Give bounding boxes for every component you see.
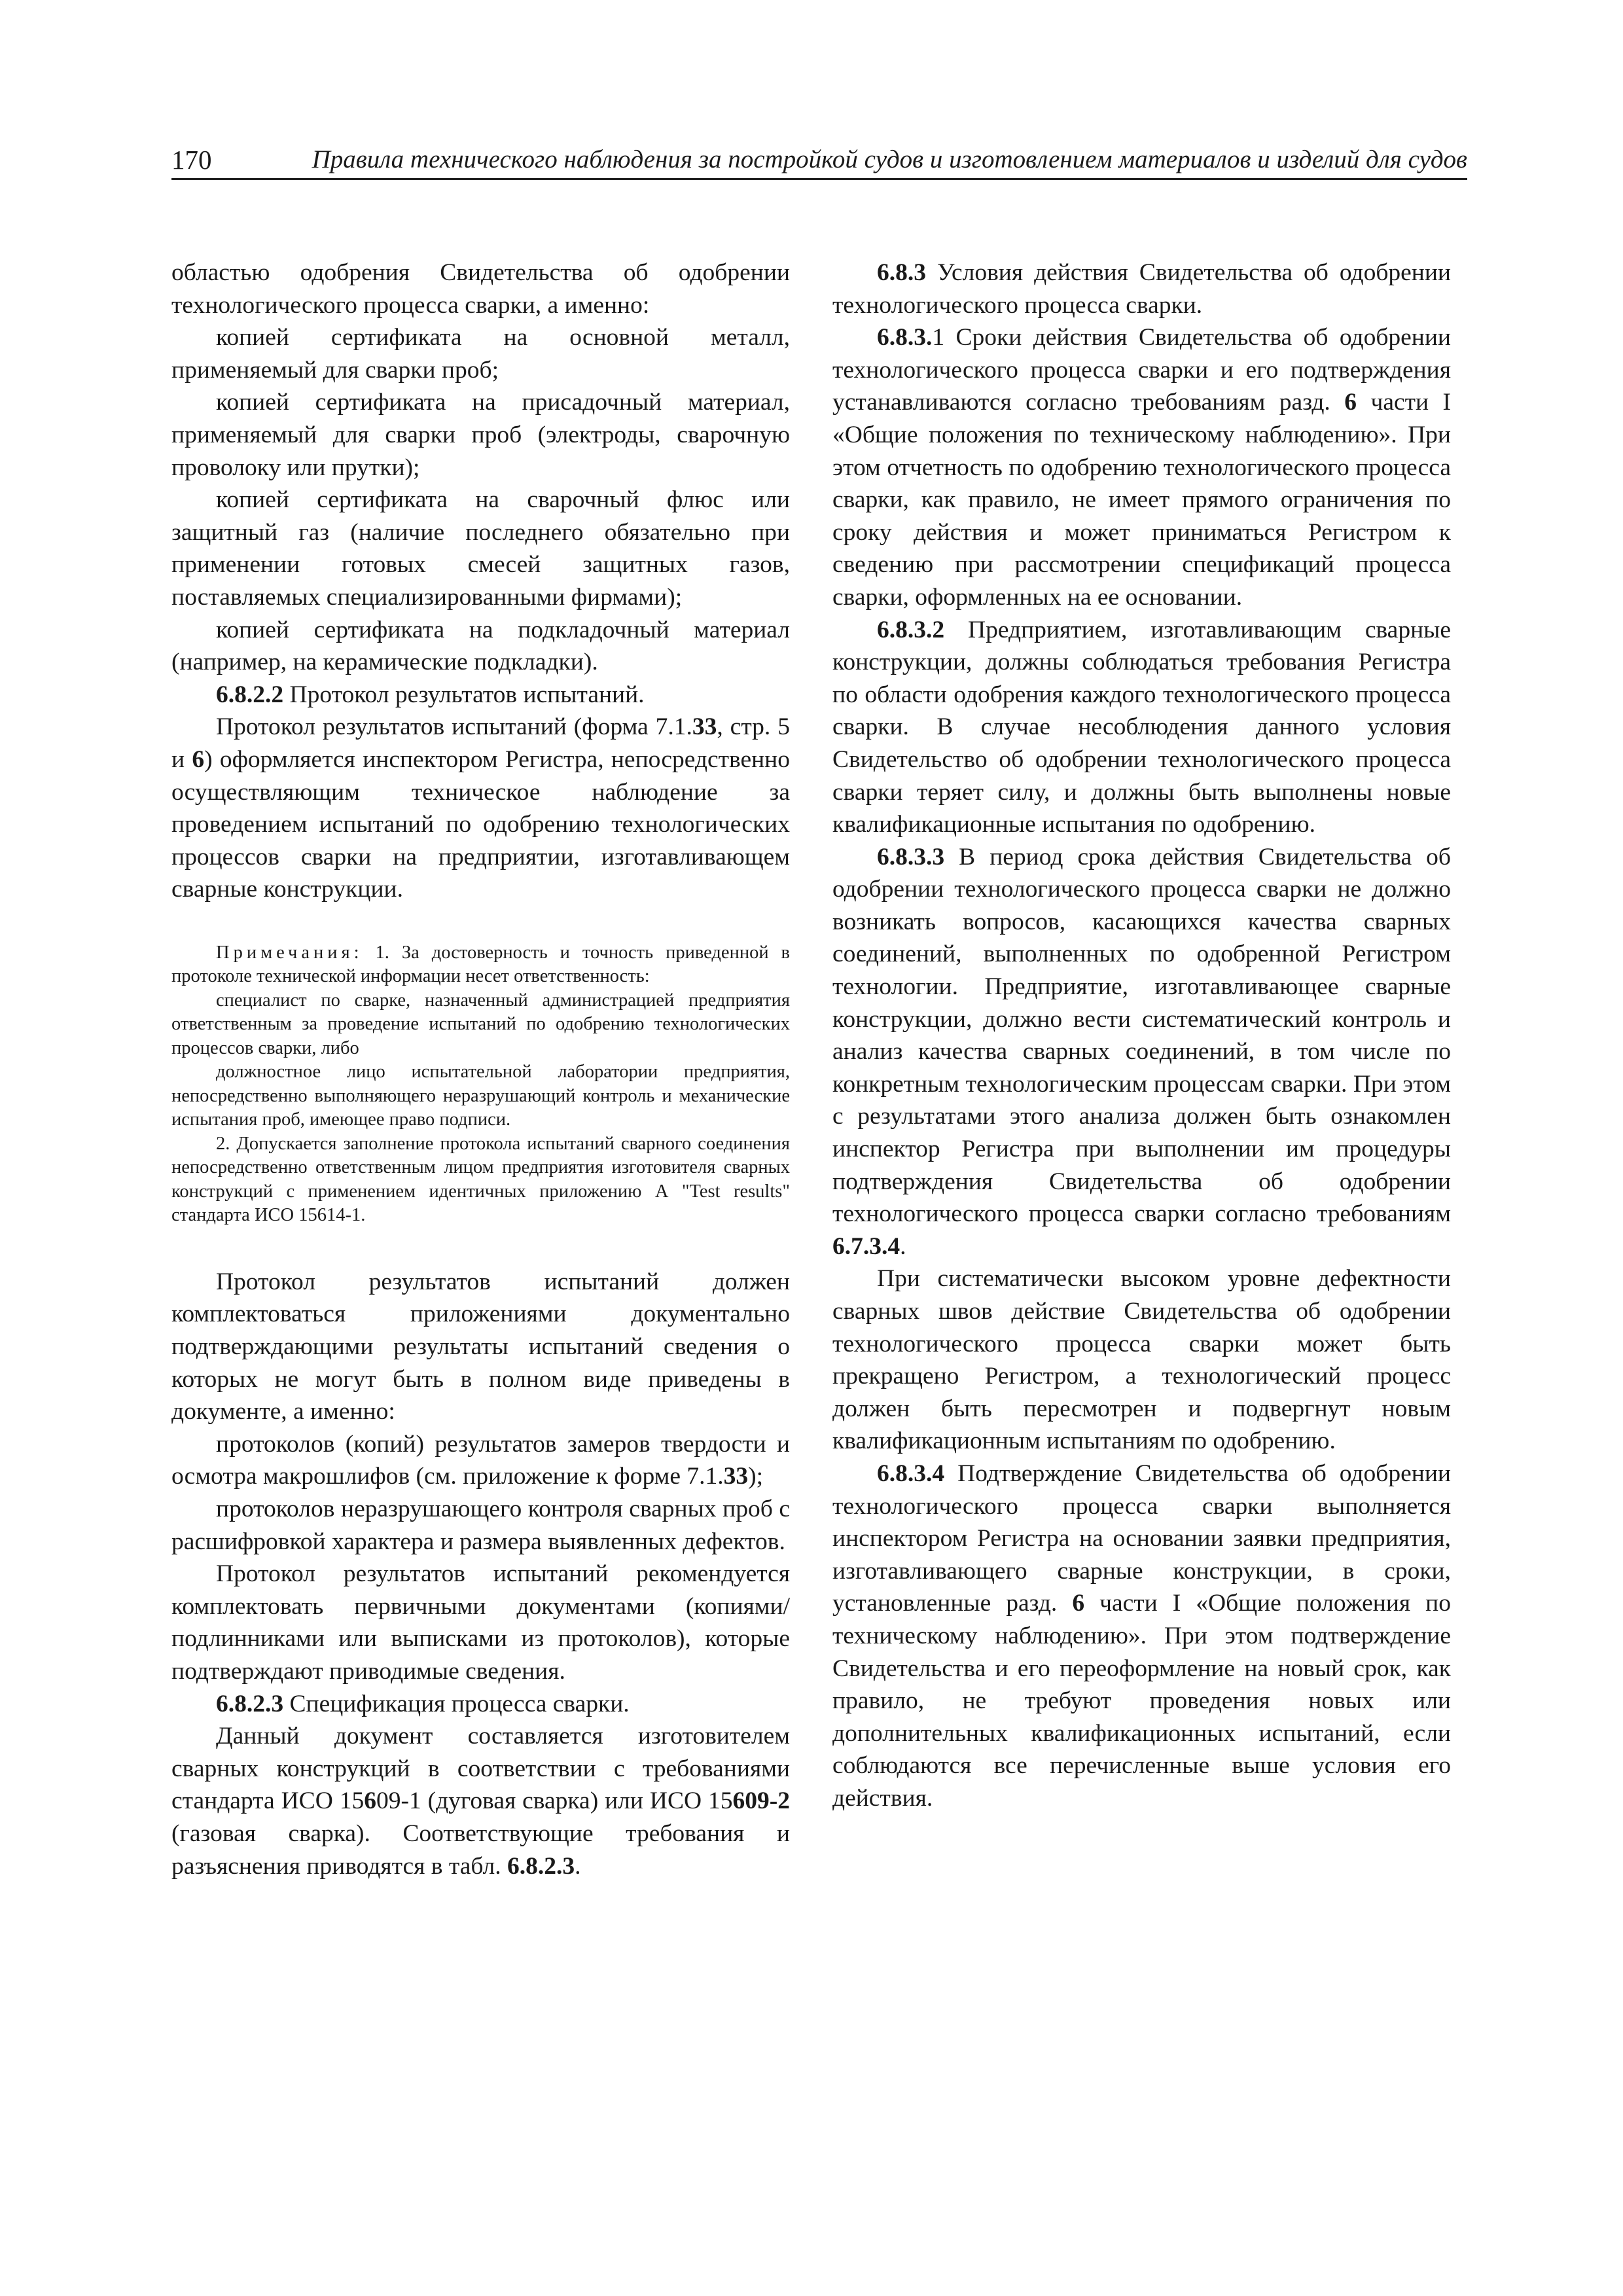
paragraph [832,321,1451,613]
section-number: 6.8.3.2 [877,616,945,643]
paragraph: протоколов неразрушающего контроля сварных проб с расшифровкой характера и размера выявленных дефектов. [171,1496,790,1555]
section-title: Протокол результатов испытаний. [283,681,645,708]
text-run: . [575,1852,581,1880]
section-title: Условия действия Свидетельства об одобрении технологического процесса сварки. [832,259,1451,319]
text-run: Предприятием, изготавливающим сварные конструкции, должны соблюдаться требования Регистра по области одобрения каждого технологического процесса сварки. В случае несоблюдения данного условия Свидетельство об одобрении технологического процесса сварки теряет силу, и должны быть выполнены новые квалификационные испытания по одобрению. [832,616,1451,838]
text-run: (газовая сварка). Соответствующие требования и разъяснения приводятся в табл. [171,1820,790,1880]
paragraph [171,1428,790,1493]
page-number: 170 [171,145,212,175]
note-item: должностное лицо испытательной лаборатории предприятия, непосредственно выполняющего неразрушающий контроль и механические испытания проб, имеющее право подписи. [171,1062,790,1130]
text-run: ) оформляется инспектором Регистра, непосредственно осуществляющим техническое наблюдение за проведением испытаний по одобрению технологических процессов сварки на предприятии, изготавливающем сварные конструкции. [171,745,790,903]
paragraph: копией сертификата на подкладочный материал (например, на керамические подкладки). [171,616,790,676]
page-header [171,143,1467,180]
note-text: 1. За достоверность и точность приведенной в протоколе технической информации несет ответственность: [171,942,790,987]
text-run: ); [748,1463,764,1490]
bold-run: 6 [1344,389,1357,416]
text-run: 1 [932,324,945,351]
left-column [171,257,790,1882]
note-item: специалист по сварке, назначенный администрацией предприятия ответственным за проведение испытаний по одобрению технологических процессов сварки, либо [171,990,790,1058]
bold-run: 6 [192,745,205,773]
bold-run: 6 [1072,1590,1085,1617]
section-number: 6.8.2.2 [216,681,284,708]
section-number: 6.8.2.3 [216,1690,284,1717]
text-run: Сроки действия Свидетельства об одобрении технологического процесса сварки и его подтверждения устанавливаются согласно требованиям разд. [832,324,1451,416]
notes-label: Примечания: [216,942,363,963]
paragraph: областью одобрения Свидетельства об одобрении технологического процесса сварки, а именно: [171,259,790,319]
notes-block [171,941,790,1228]
section-number: 6.8.3. [877,324,933,351]
paragraph [832,841,1451,1263]
bold-run: 33 [723,1463,749,1490]
paragraph [171,1720,790,1882]
text-run: В период срока действия Свидетельства об одобрении технологического процесса сварки не должно возникать вопросов, касающихся качества сварных соединений, выполненных по одобренной Регистром технологии. Предприятие, изготавливающее сварные конструкции, должно вести систематический контроль и анализ качества сварных соединений, в том числе по конкретным технологическим процессам сварки. При этом с результатами этого анализа должен быть ознакомлен инспектор Регистра при выполнении им процедуры подтверждения Свидетельства об одобрении технологического процесса сварки согласно требованиям [832,843,1451,1228]
paragraph: При систематически высоком уровне дефектности сварных швов действие Свидетельства об одобрении технологического процесса сварки может быть прекращено Регистром, а технологический процесс должен быть пересмотрен и подвергнут новым квалификационным испытаниям по одобрению. [832,1265,1451,1455]
paragraph: копией сертификата на сварочный флюс или защитный газ (наличие последнего обязательно при применении готовых смесей защитных газов, поставляемых специализированными фирмами); [171,486,790,611]
bold-run: 6 [364,1787,376,1815]
text-run: . [900,1232,906,1260]
text-run: 09-1 (дуговая сварка) или ИСО 15 [376,1787,733,1815]
text-run: Данный документ составляется изготовителем сварных конструкций в соответствии с требованиями стандарта ИСО 15 [171,1723,790,1815]
section-number: 6.8.3.3 [877,843,945,870]
section-heading [171,679,790,711]
section-title: Спецификация процесса сварки. [283,1690,630,1717]
paragraph: Протокол результатов испытаний должен комплектоваться приложениями документально подтверждающими результаты испытаний сведения о которых не могут быть в полном виде приведены в документе, а именно: [171,1268,790,1426]
section-heading [171,1688,790,1721]
section-number: 6.8.3 [877,259,926,286]
section-heading [832,257,1451,321]
note-item: 2. Допускается заполнение протокола испытаний сварного соединения непосредственно ответственным лицом предприятия изготовителя сварных конструкций с применением идентичных приложению А "Test results" стандарта ИСО 15614-1. [171,1133,790,1226]
paragraph [832,1458,1451,1815]
paragraph: Протокол результатов испытаний рекомендуется комплектовать первичными документами (копиями/подлинниками или выписками из протоколов), которые подтверждают приводимые сведения. [171,1560,790,1685]
paragraph [171,711,790,906]
running-title: Правила технического наблюдения за постройкой судов и изготовлением материалов и изделий для судов [312,145,1467,173]
paragraph: копией сертификата на присадочный материал, применяемый для сварки проб (электроды, сварочную проволоку или прутки); [171,389,790,481]
section-number: 6.8.3.4 [877,1460,945,1487]
text-run: части I «Общие положения по техническому наблюдению». При этом отчетность по одобрению технологического процесса сварки, как правило, не имеет прямого ограничения по сроку действия и может приниматься Регистром к сведению при рассмотрении спецификаций процесса сварки, оформленных на ее основании. [832,389,1451,611]
text-run: протоколов (копий) результатов замеров твердости и осмотра макрошлифов (см. приложение к форме 7.1. [171,1430,790,1490]
text-run: , стр. 5 и [171,713,790,773]
note-item [171,941,790,989]
bold-run: 609-2 [732,1787,790,1815]
right-column [832,257,1451,1815]
text-run: части I «Общие положения по техническому наблюдению». При этом подтверждение Свидетельства и его переоформление на новый срок, как правило, не требуют проведения новых или дополнительных квалификационных испытаний, если соблюдаются все перечисленные выше условия его действия. [832,1590,1451,1812]
paragraph [832,614,1451,841]
text-run: Подтверждение Свидетельства об одобрении технологического процесса сварки выполняется инспектором Регистра на основании заявки предприятия, изготавливающего сварные конструкции, в сроки, установленные разд. [832,1460,1451,1617]
text-run: Протокол результатов испытаний (форма 7.1. [216,713,692,741]
bold-run: 33 [692,713,717,741]
paragraph: копией сертификата на основной металл, применяемый для сварки проб; [171,324,790,384]
bold-run: 6.8.2.3 [507,1852,575,1880]
bold-run: 6.7.3.4 [832,1232,901,1260]
